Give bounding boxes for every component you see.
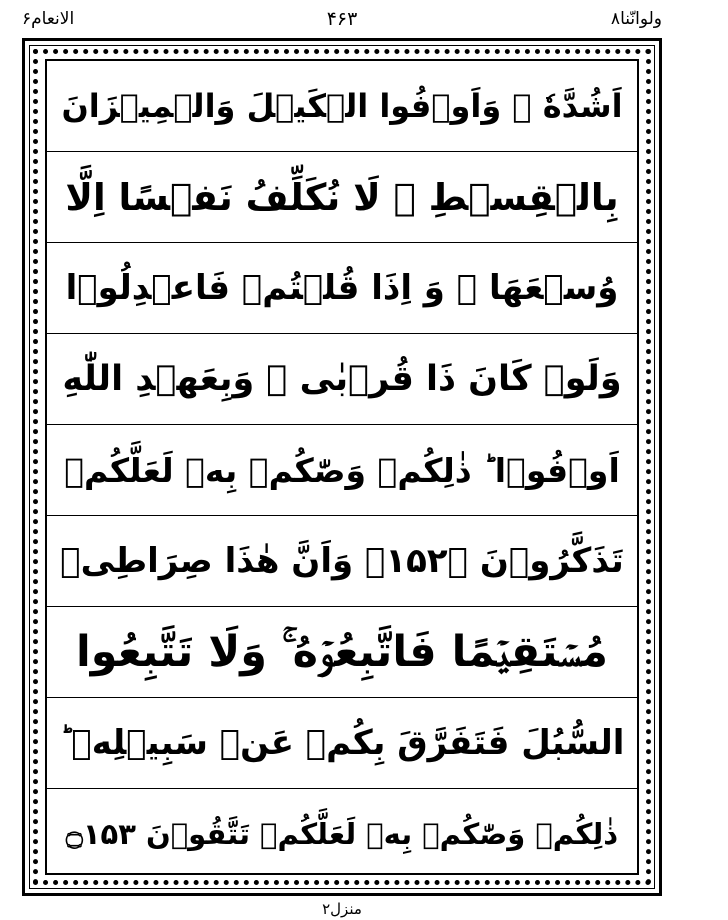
verse-text: تَذَكَّرُوۡنَ ۝۱۵۲ۙ وَاَنَّ هٰذَا صِرَاطِىۡ [60,541,624,581]
verse-text: وُسۡعَهَا ۚ وَ اِذَا قُلۡتُمۡ فَاعۡدِلُوۡا [65,268,619,308]
text-content-box [45,59,639,875]
text-line-4 [47,334,637,425]
page-number: ۴۶۳ [326,8,358,30]
text-line-8 [47,698,637,789]
juz-label: ولوانّنا۸ [610,9,662,29]
surah-label: الانعام۶ [22,9,75,29]
verse-text: مُسۡتَقِيۡمًا فَاتَّبِعُوۡهُ ۚ وَلَا تَتَّبِعُوا [76,626,608,677]
verse-text: اَشُدَّهٗ ۚ وَاَوۡفُوا الۡكَيۡلَ وَالۡمِيۡزَانَ [61,87,623,125]
verse-text: بِالۡقِسۡطِ ۚ لَا نُكَلِّفُ نَفۡسًا اِلَّا [65,175,619,219]
text-line-6 [47,516,637,607]
page-footer [22,898,662,920]
verse-text: ذٰلِكُمۡ وَصّٰكُمۡ بِهٖ لَعَلَّكُمۡ تَتَّقُوۡنَ ۝۱۵۳ [65,816,619,851]
text-line-3 [47,243,637,334]
verse-text: اَوۡفُوۡا ؕ ذٰلِكُمۡ وَصّٰكُمۡ بِهٖ لَعَلَّكُمۡ [64,450,620,490]
text-line-1 [47,61,637,152]
verse-text: وَلَوۡ كَانَ ذَا قُرۡبٰى ۚ وَبِعَهۡدِ اللّٰهِ [62,358,622,399]
text-line-9 [47,789,637,879]
page-header [22,4,662,34]
text-line-7 [47,607,637,698]
page-border-frame [22,38,662,896]
text-line-5 [47,425,637,516]
manzil-label: منزل۲ [322,900,362,918]
verse-text: السُّبُلَ فَتَفَرَّقَ بِكُمۡ عَنۡ سَبِيۡلِهٖ ؕ [59,723,625,763]
text-line-2 [47,152,637,243]
